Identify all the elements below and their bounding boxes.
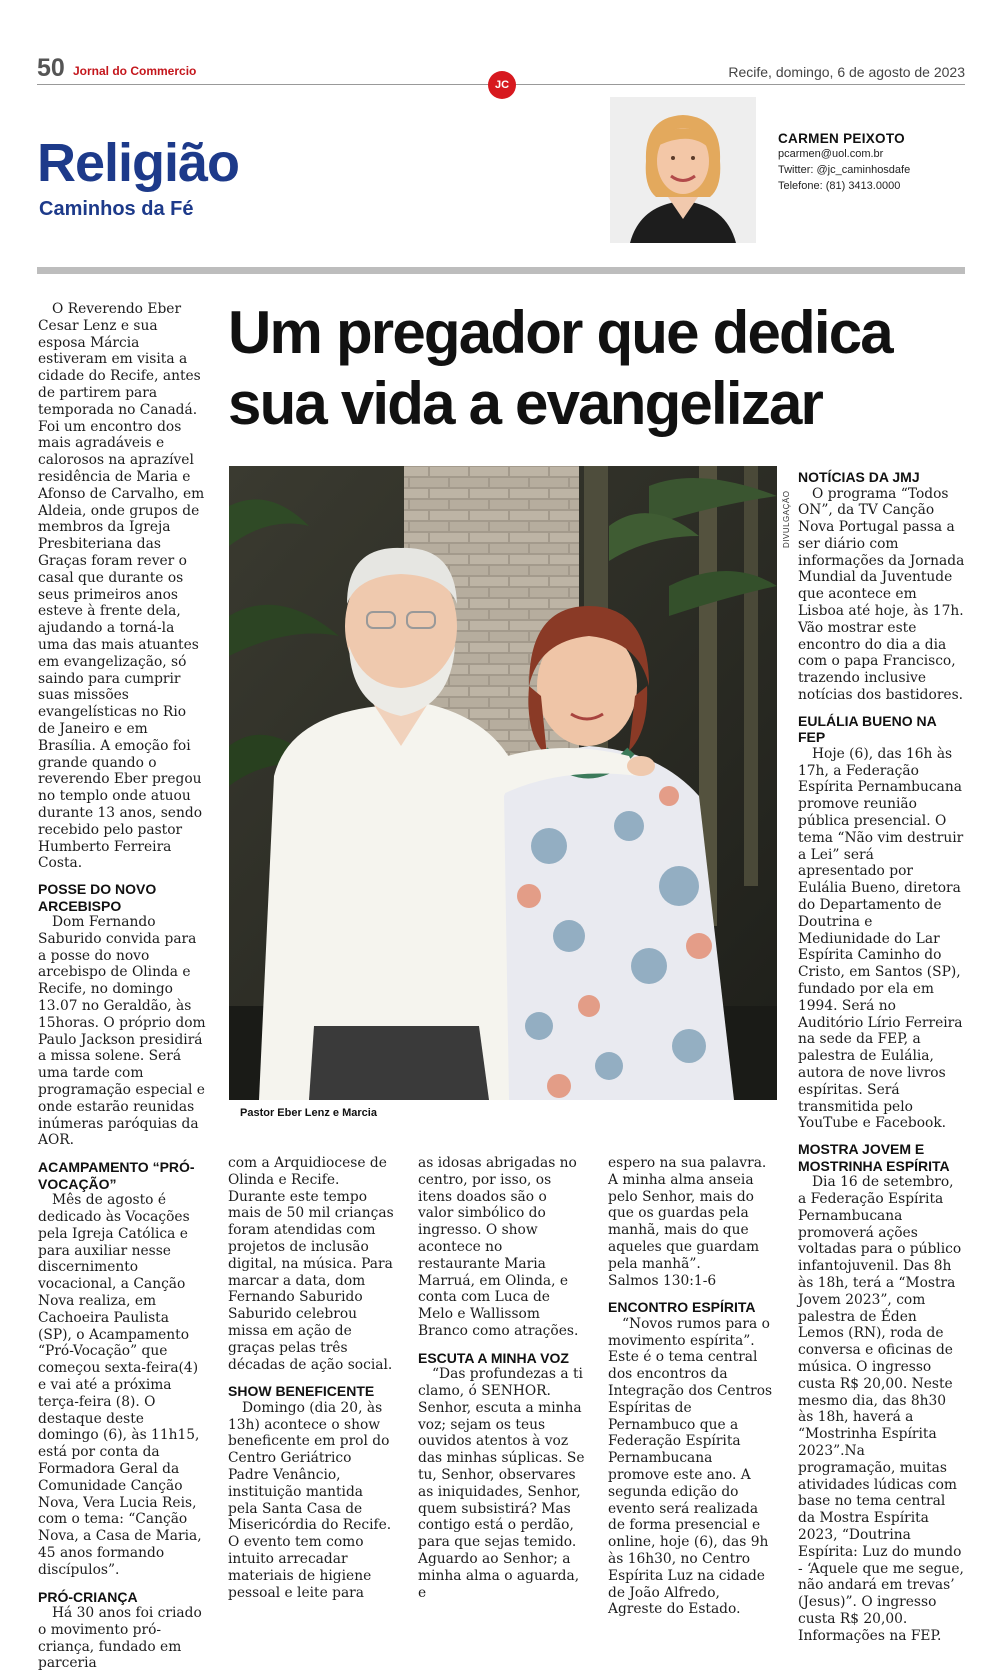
- section-divider: [37, 267, 965, 274]
- acampamento-heading: ACAMPAMENTO “PRÓ-VOCAÇÃO”: [38, 1159, 195, 1192]
- mostra-heading: MOSTRA JOVEM E MOSTRINHA ESPÍRITA: [798, 1141, 950, 1174]
- escuta-paragraph: “Das profundezas a ti clamo, ó SENHOR. Senhor, escuta a minha voz; sejam os teus ouvidos atentos à voz das minhas súplicas. Se tu, Senhor, observares as iniquidades, Senhor, quem subsistirá? Mas contigo está o perdão, para que sejas temido. Aguardo ao Senhor; a minha alma o aguarda, e: [418, 1366, 585, 1601]
- photo-caption: Pastor Eber Lenz e Marcia: [240, 1107, 377, 1119]
- headline-line-1: Um pregador que dedica: [228, 299, 892, 366]
- jmj-heading: NOTÍCIAS DA JMJ: [798, 469, 920, 485]
- section-title: Religião: [37, 133, 240, 193]
- column-4: [608, 1155, 776, 1618]
- posse-heading: POSSE DO NOVO ARCEBISPO: [38, 881, 157, 914]
- intro-paragraph: O Reverendo Eber Cesar Lenz e sua esposa Márcia estiveram em visita a cidade do Recife, antes de partirem para temporada no Canadá. Foi um encontro dos mais agradáveis e calorosos na aprazível residência de Maria e Afonso de Carvalho, em Aldeia, onde grupos de membros da Igreja Presbiteriana das Graças foram rever o casal que durante os seus primeiros anos esteve à frente dela, ajudando a torná-la uma das mais atuantes em evangelização, só saindo para cumprir suas missões evangelísticas no Rio de Janeiro e em Brasília. A emoção foi grande quando o reverendo Eber pregou no templo onde atuou durante 13 anos, sendo recebido pelo pastor Humberto Ferreira Costa.: [38, 301, 205, 872]
- acampamento-paragraph: Mês de agosto é dedicado às Vocações pela Igreja Católica e para auxiliar nesse discernimento vocacional, a Canção Nova realiza, em Cachoeira Paulista (SP), o Acampamento “Pró-Vocação” que começou sexta-feira(4) e vai até a próxima terça-feira (8). O destaque deste domingo (6), às 11h15, está por conta da Formadora Geral da Comunidade Canção Nova, Vera Lucia Reis, com o tema: “Canção Nova, a Casa de Maria, 45 anos formando discípulos”.: [38, 1192, 202, 1578]
- column-1: [38, 301, 206, 1672]
- show-heading: SHOW BENEFICENTE: [228, 1383, 375, 1400]
- newspaper-name: Jornal do Commercio: [73, 64, 197, 78]
- jmj-paragraph: O programa “Todos ON”, da TV Canção Nova Portugal passa a ser diário com informações da Jornada Mundial da Juventude que acontece em Lisboa até hoje, às 17h. Vão mostrar este encontro do dia a dia com o papa Francisco, trazendo inclusive notícias dos bastidores.: [798, 485, 965, 704]
- psalm-reference: Salmos 130:1-6: [608, 1272, 717, 1289]
- show-continued: as idosas abrigadas no centro, por isso, os itens doados são o valor simbólico do ingresso. O show acontece no restaurante Maria Marruá, em Olinda, e conta com Luca de Melo e Wallissom Branco como atrações.: [418, 1155, 579, 1339]
- issue-date: Recife, domingo, 6 de agosto de 2023: [728, 64, 965, 80]
- article-photo: [229, 466, 777, 1100]
- mostra-paragraph: Dia 16 de setembro, a Federação Espírita Pernambucana promoverá ações voltadas para o público infantojuvenil. Das 8h às 18h, terá a “Mostra Jovem 2023”, com palestra de Éden Lemos (RN), roda de conversa e oficinas de música. O ingresso custa R$ 20,00. Neste mesmo dia, das 8h30 às 18h, haverá a “Mostrinha Espírita 2023”.Na programação, muitas atividades lúdicas com base no tema central da Mostra Espírita 2023, “Doutrina Espírita: Luz do mundo - ‘Aquele que me segue, não andará em trevas’ (Jesus)”. O ingresso custa R$ 20,00. Informações na FEP.: [798, 1174, 964, 1644]
- column-5: [798, 469, 965, 1645]
- escuta-continued: espero na sua palavra. A minha alma anseia pelo Senhor, mais do que os guardas pela manhã, mais do que aqueles que guardam pela manhã”.: [608, 1155, 767, 1272]
- eulalia-heading: EULÁLIA BUENO NA FEP: [798, 712, 937, 746]
- columnist-email: pcarmen@uol.com.br: [778, 148, 884, 160]
- eulalia-paragraph: Hoje (6), das 16h às 17h, a Federação Espírita Pernambucana promove reunião pública presencial. O tema “Não vim destruir a Lei” será apresentado por Eulália Bueno, diretora do Departamento de Doutrina e Mediunidade do Lar Espírita Caminho do Cristo, em Santos (SP), fundado por ela em 1994. Será no Auditório Lírio Ferreira na sede da FEP, a palestra de Eulália, autora de nove livros espíritas. Será transmitida pelo YouTube e Facebook.: [798, 745, 964, 1132]
- pro-crianca-continued: com a Arquidiocese de Olinda e Recife. Durante este tempo mais de 50 mil crianças foram atendidas com projetos de inclusão digital, na música. Para marcar a data, dom Fernando Saburido Saburido celebrou missa em ação de graças pelas três décadas de ação social.: [228, 1155, 394, 1373]
- pro-crianca-paragraph: Há 30 anos foi criado o movimento pró-criança, fundado em parceria: [38, 1605, 202, 1672]
- columnist-twitter: Twitter: @jc_caminhosdafe: [778, 164, 911, 176]
- section-subtitle: Caminhos da Fé: [39, 198, 194, 220]
- columnist-photo: [610, 97, 756, 243]
- photo-credit: DIVULGAÇÃO: [782, 490, 791, 548]
- page-number: 50: [37, 54, 65, 82]
- columnist-phone: Telefone: (81) 3413.0000: [778, 180, 901, 192]
- jc-logo: JC: [488, 71, 516, 99]
- encontro-heading: ENCONTRO ESPÍRITA: [608, 1299, 756, 1316]
- column-3: [418, 1155, 586, 1601]
- columnist-name: CARMEN PEIXOTO: [778, 131, 905, 146]
- show-paragraph: Domingo (dia 20, às 13h) acontece o show beneficente em prol do Centro Geriátrico Padre Venâncio, instituição mantida pela Santa Casa de Misericórdia do Recife. O evento tem como intuito arrecadar materiais de higiene pessoal e leite para: [228, 1399, 392, 1601]
- pro-crianca-heading: PRÓ-CRIANÇA: [38, 1588, 138, 1605]
- escuta-heading: ESCUTA A MINHA VOZ: [418, 1349, 569, 1366]
- headline-line-2: sua vida a evangelizar: [228, 370, 823, 437]
- encontro-paragraph: “Novos rumos para o movimento espírita”. Este é o tema central dos encontros da Integração dos Centros Espíritas de Pernambuco que a Federação Espírita Pernambucana promove este ano. A segunda edição do evento será realizada de forma presencial e online, hoje (6), das 9h às 16h30, no Centro Espírita Luz na cidade de João Alfredo, Agreste do Estado.: [608, 1315, 773, 1618]
- posse-paragraph: Dom Fernando Saburido convida para a posse do novo arcebispo de Olinda e Recife, no domingo 13.07 no Geraldão, às 15horas. O próprio dom Paulo Jackson presidirá a missa solene. Será uma tarde com programação especial e onde estarão reunidas inúmeras paróquias da AOR.: [38, 914, 206, 1149]
- column-2: [228, 1155, 396, 1601]
- headline: [228, 297, 968, 439]
